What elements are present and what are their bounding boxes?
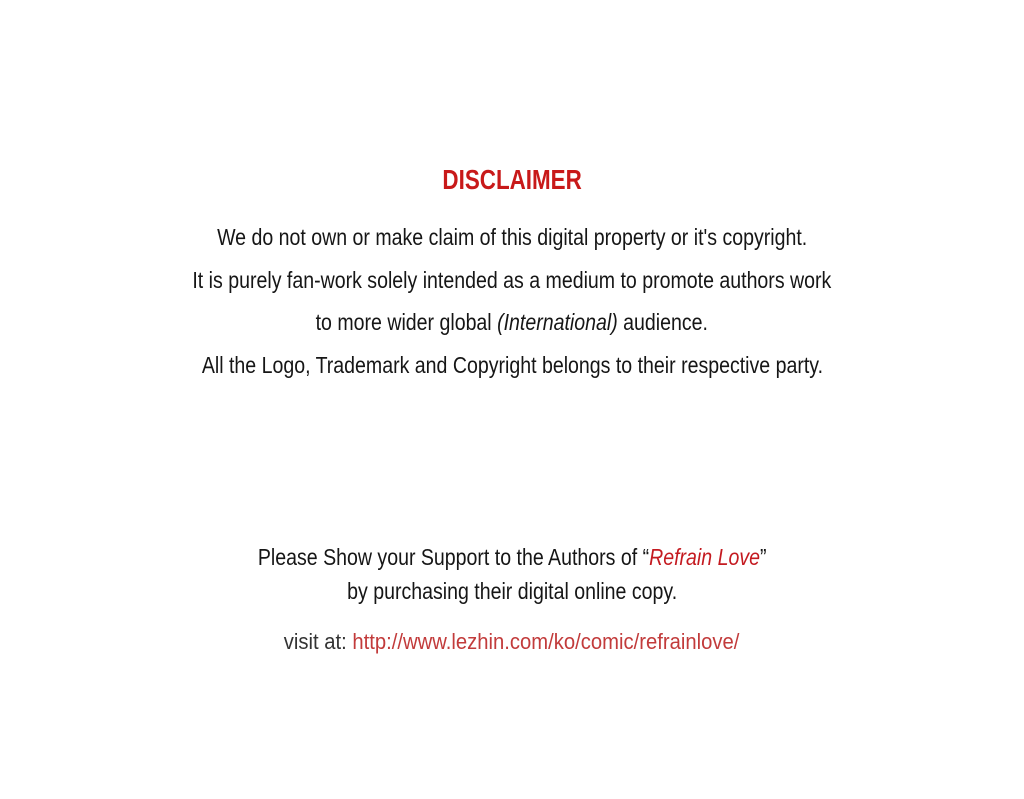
disclaimer-line-ownership: We do not own or make claim of this digital property or it's copyright. — [216, 224, 808, 250]
support-line — [0, 542, 1024, 572]
page-title-text: DISCLAIMER — [442, 164, 582, 195]
visit-line — [0, 628, 1024, 656]
disclaimer-line-fanwork: It is purely fan-work solely intended as a medium to promote authors work — [192, 267, 832, 293]
support-prefix: Please Show your Support to the Authors of “ — [257, 544, 649, 570]
audience-suffix: audience. — [617, 309, 709, 335]
purchase-line: by purchasing their digital online copy. — [346, 578, 678, 604]
audience-prefix: to more wider global — [315, 309, 498, 335]
disclaimer-line-audience — [0, 307, 1024, 337]
lezhin-comic-url[interactable]: http://www.lezhin.com/ko/comic/refrainlove/ — [352, 629, 740, 654]
support-suffix: ” — [759, 544, 767, 570]
visit-label: visit at: — [284, 629, 353, 654]
audience-international: (International) — [497, 309, 618, 335]
page-title — [0, 163, 1024, 197]
disclaimer-line-rights: All the Logo, Trademark and Copyright belongs to their respective party. — [201, 352, 823, 378]
comic-title: Refrain Love — [648, 544, 760, 570]
